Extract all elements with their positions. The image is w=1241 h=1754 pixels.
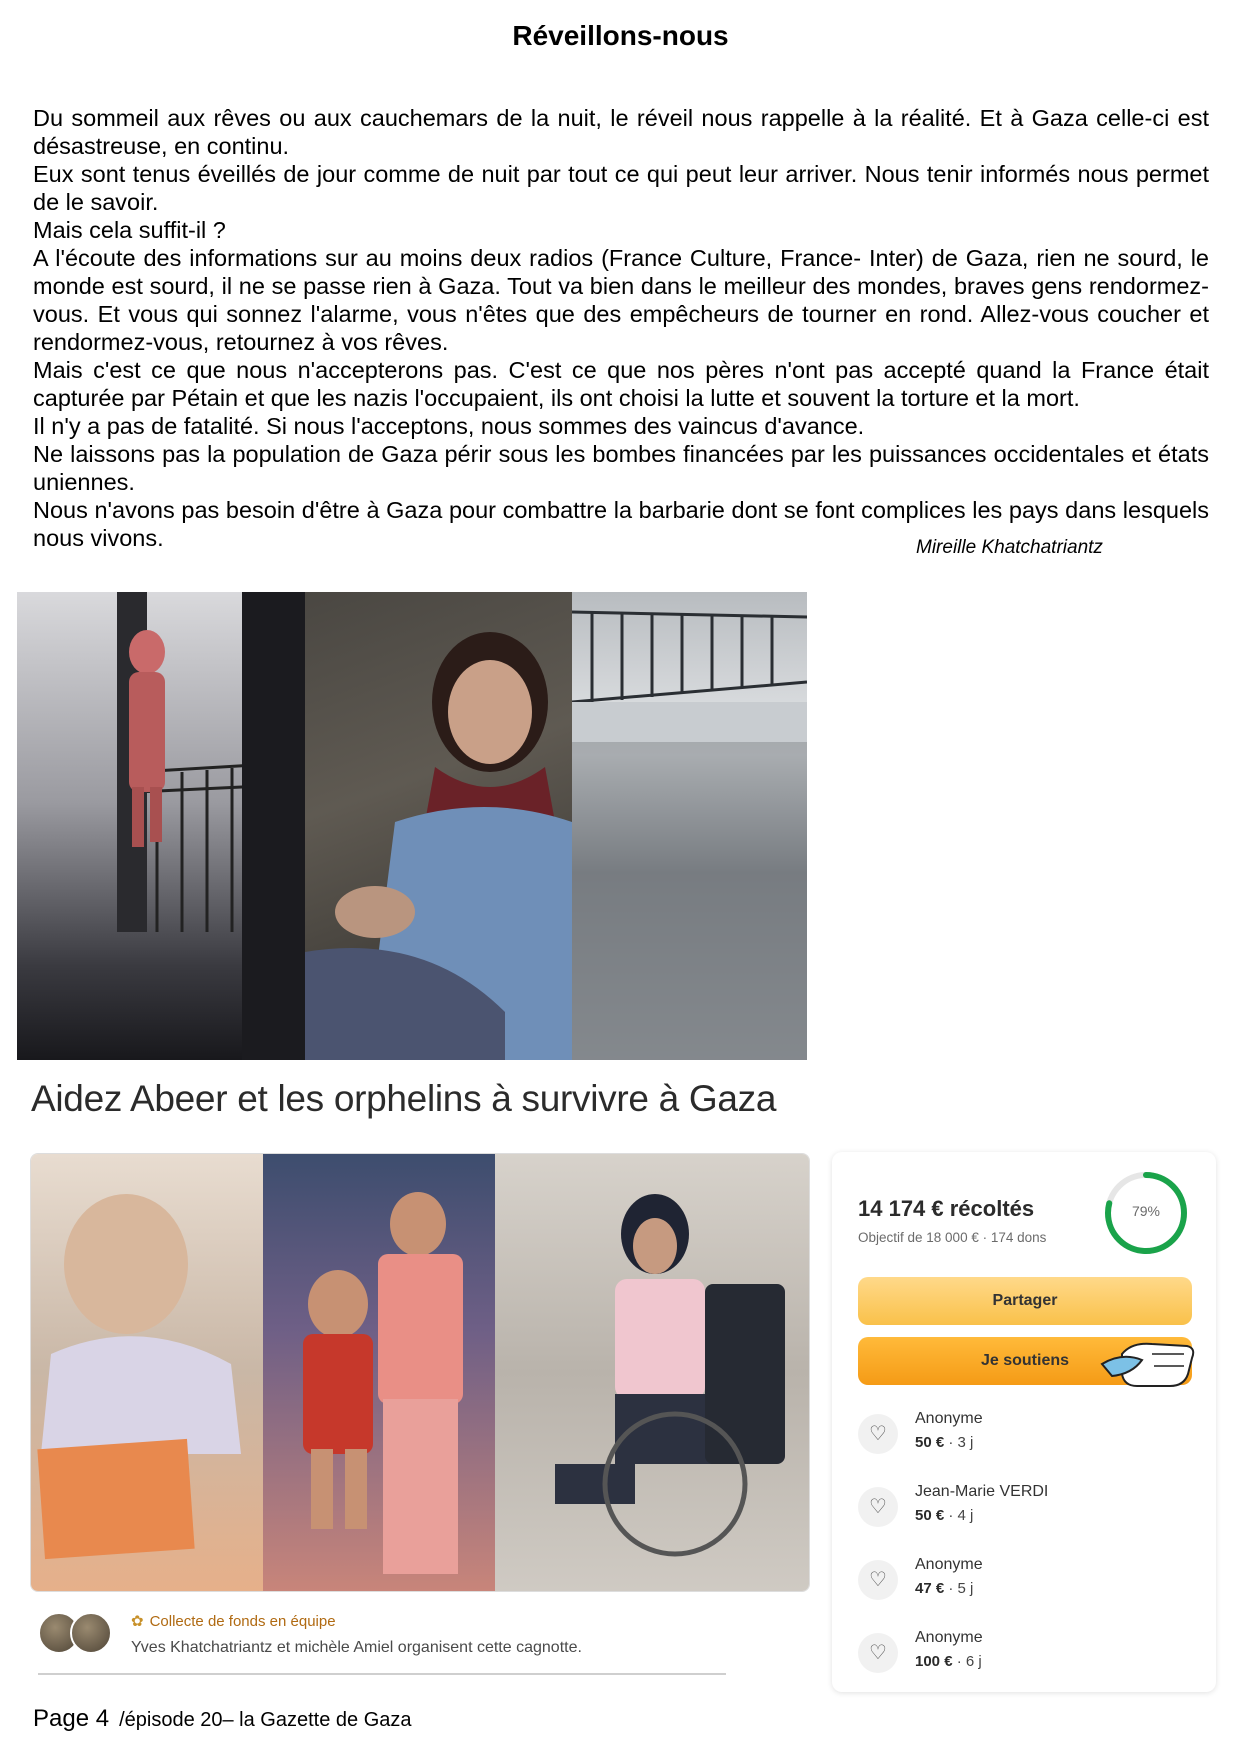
donor-name: Anonyme (915, 1556, 983, 1573)
photo-flooded-balcony (572, 592, 807, 1060)
paragraph: Nous n'avons pas besoin d'être à Gaza pour combattre la barbarie dont se font complices les pays dans lesquels nous vivons. (33, 497, 1209, 551)
donation-amount: 50 € · 4 j (915, 1507, 974, 1524)
donation-amount: 47 € · 5 j (915, 1580, 974, 1597)
donation-card (832, 1152, 1216, 1692)
organizers-text: Yves Khatchatriantz et michèle Amiel organisent cette cagnotte. (131, 1639, 582, 1656)
paragraph: Il n'y a pas de fatalité. Si nous l'acceptons, nous sommes des vaincus d'avance. (33, 413, 865, 439)
paragraph: Eux sont tenus éveillés de jour comme de nuit par tout ce qui peut leur arriver. Nous tenir informés nous permet de le savoir. (33, 161, 1209, 215)
donation-amount: 100 € · 6 j (915, 1653, 982, 1670)
avatar (70, 1612, 112, 1654)
goal-text: Objectif de 18 000 € · 174 dons (858, 1230, 1047, 1245)
paragraph: Du sommeil aux rêves ou aux cauchemars de la nuit, le réveil nous rappelle à la réalité. Et à Gaza celle-ci est désastreuse, en continu. (33, 105, 1209, 159)
team-fundraiser-label: ✿ Collecte de fonds en équipe (131, 1613, 336, 1630)
progress-ring (1103, 1170, 1189, 1256)
photo-woman-selfie (305, 592, 572, 1060)
donation-heart-icon: ♡ (858, 1487, 898, 1527)
donor-name: Anonyme (915, 1410, 983, 1427)
page-title: Réveillons-nous (512, 20, 729, 51)
episode-label: /épisode 20– la Gazette de Gaza (119, 1709, 412, 1731)
page-number: Page 4 (33, 1705, 110, 1732)
photo-baby (31, 1154, 263, 1591)
author-signature: Mireille Khatchatriantz (916, 537, 1103, 558)
paragraph: Mais cela suffit-il ? (33, 217, 226, 243)
paragraph: Mais c'est ce que nous n'accepterons pas. C'est ce que nos pères n'ont pas accepté quand la France était capturée par Pétain et que les nazis l'occupaient, ils ont choisi la lutte et souvent la torture et la mort. (33, 357, 1209, 411)
fundraiser-title: Aidez Abeer et les orphelins à survivre à Gaza (31, 1078, 777, 1119)
donation-heart-icon: ♡ (858, 1414, 898, 1454)
progress-percent: 79% (1131, 1203, 1161, 1219)
donation-item (858, 1629, 1188, 1685)
donor-name: Anonyme (915, 1629, 983, 1646)
donation-item (858, 1483, 1188, 1539)
pointing-hand-icon (1092, 1324, 1196, 1394)
share-button[interactable]: Partager (858, 1277, 1192, 1325)
raised-amount: 14 174 € récoltés (858, 1196, 1035, 1221)
donation-item (858, 1410, 1188, 1466)
support-button[interactable]: Je soutiens (858, 1337, 1192, 1385)
photo-woman-wheelchair (495, 1154, 809, 1591)
team-icon: ✿ (131, 1613, 144, 1630)
page-footer (33, 1705, 412, 1733)
donation-heart-icon: ♡ (858, 1560, 898, 1600)
fundraiser-images (30, 1153, 810, 1592)
paragraph: Ne laissons pas la population de Gaza périr sous les bombes financées par les puissances occidentales et états uniennes. (33, 441, 1209, 495)
donation-item (858, 1556, 1188, 1612)
photo-children (263, 1154, 495, 1591)
photo-child-balcony (17, 592, 305, 1060)
donation-heart-icon: ♡ (858, 1633, 898, 1673)
donation-amount: 50 € · 3 j (915, 1434, 974, 1451)
divider (38, 1673, 726, 1675)
article-body (33, 104, 1209, 552)
paragraph: A l'écoute des informations sur au moins deux radios (France Culture, France- Inter) de Gaza, rien ne sourd, le monde est sourd, il ne se passe rien à Gaza. Tout va bien dans le meilleur des mondes, braves gens rendormez-vous. Et vous qui sonnez l'alarme, vous n'êtes que des empêcheurs de tourner en rond. Allez-vous coucher et rendormez-vous, retournez à vos rêves. (33, 245, 1209, 355)
donor-name: Jean-Marie VERDI (915, 1483, 1049, 1500)
